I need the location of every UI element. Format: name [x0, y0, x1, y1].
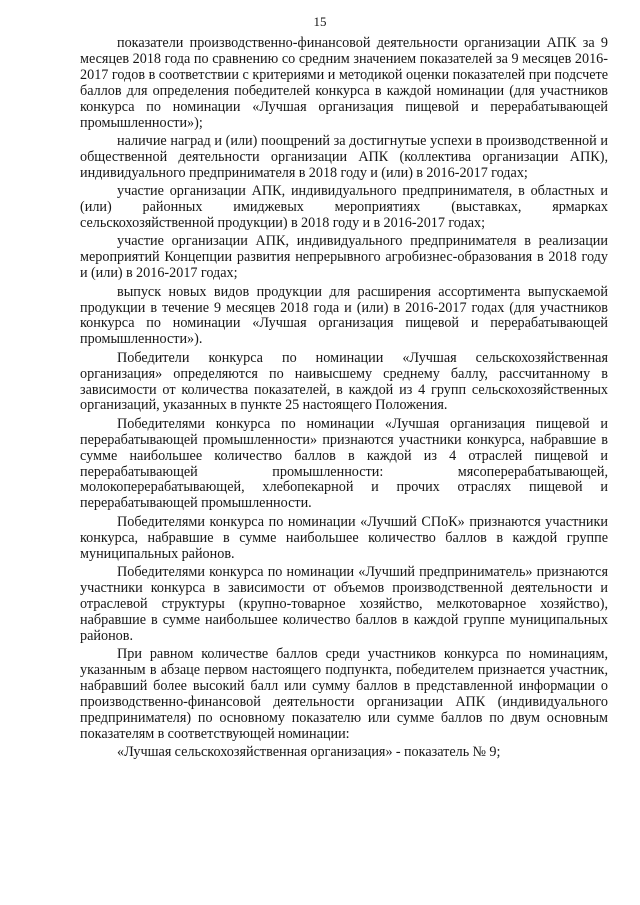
paragraph-indicator-agricultural-org: «Лучшая сельскохозяйственная организация» - показатель № 9;: [117, 743, 501, 760]
paragraph-winners-entrepreneur: Победителями конкурса по номинации «Лучший предприниматель» признаются участники конкурса в зависимости от объемов производственной деятельности и отраслевой структуры (крупно-товарное хозяйство, мелкотоварное хозяйство), набравшие в сумме наибольшее количество баллов в каждой группе муниципальных районов.: [80, 564, 608, 644]
paragraph-winners-food-industry: Победителями конкурса по номинации «Лучшая организация пищевой и перерабатывающей промышленности» признаются участники конкурса, набравшие в сумме наибольшее количество баллов в каждой из 4 отраслей пищевой и перерабатывающей промышленности: мясоперерабатывающей, молокоперерабатывающей, хлебопекарной и прочих отраслях пищевой и перерабатывающей промышленности.: [80, 415, 608, 512]
paragraph-winners-spok: Победителями конкурса по номинации «Лучший СПоК» признаются участники конкурса, набравшие в сумме наибольшее количество баллов в каждой группе муниципальных районов.: [80, 513, 608, 562]
paragraph-winners-agricultural-org: Победители конкурса по номинации «Лучшая сельскохозяйственная организация» определяются по наивысшему среднему баллу, рассчитанному в зависимости от количества показателей, в каждой из 4 групп сельскохозяйственных организаций, указанных в пункте 25 настоящего Положения.: [80, 349, 608, 414]
paragraph-agribusiness-education: участие организации АПК, индивидуального предпринимателя в реализации мероприятий Концепции развития непрерывного агробизнес-образования в 2018 году и (или) в 2016-2017 годах;: [80, 233, 608, 282]
document-body: [80, 36, 608, 763]
page-number: 15: [313, 14, 327, 29]
paragraph-performance-indicators: показатели производственно-финансовой деятельности организации АПК за 9 месяцев 2018 года по сравнению со средним значением показателей за 9 месяцев 2016-2017 годов в соответствии с критериями и методикой оценки показателей при подсчете баллов для определения победителей конкурса в каждой номинации (для участников конкурса по номинации «Лучшая организация пищевой и перерабатывающей промышленности»);: [80, 35, 608, 131]
paragraph-awards: наличие наград и (или) поощрений за достигнутые успехи в производственной и общественной деятельности организации АПК (коллектива организации АПК), индивидуального предпринимателя в 2018 году и (или) в 2016-2017 годах;: [80, 132, 608, 181]
paragraph-new-products: выпуск новых видов продукции для расширения ассортимента выпускаемой продукции в течение 9 месяцев 2018 года и (или) в 2016-2017 годах (для участников конкурса по номинации «Лучшая организация пищевой и перерабатывающей промышленности»).: [80, 283, 608, 348]
paragraph-image-events: участие организации АПК, индивидуального предпринимателя, в областных и (или) районных имиджевых мероприятиях (выставках, ярмарках сельскохозяйственной продукции) в 2018 году и в 2016-2017 годах;: [80, 183, 608, 231]
paragraph-equal-points-rule: При равном количестве баллов среди участников конкурса по номинациям, указанным в абзаце первом настоящего подпункта, победителем признается участник, набравший более высокий балл или сумму баллов в представленной информации о производственно-финансовой деятельности организации АПК (индивидуального предпринимателя) по основному показателю или сумме баллов по двум основным показателям в соответствующей номинации:: [80, 646, 608, 742]
